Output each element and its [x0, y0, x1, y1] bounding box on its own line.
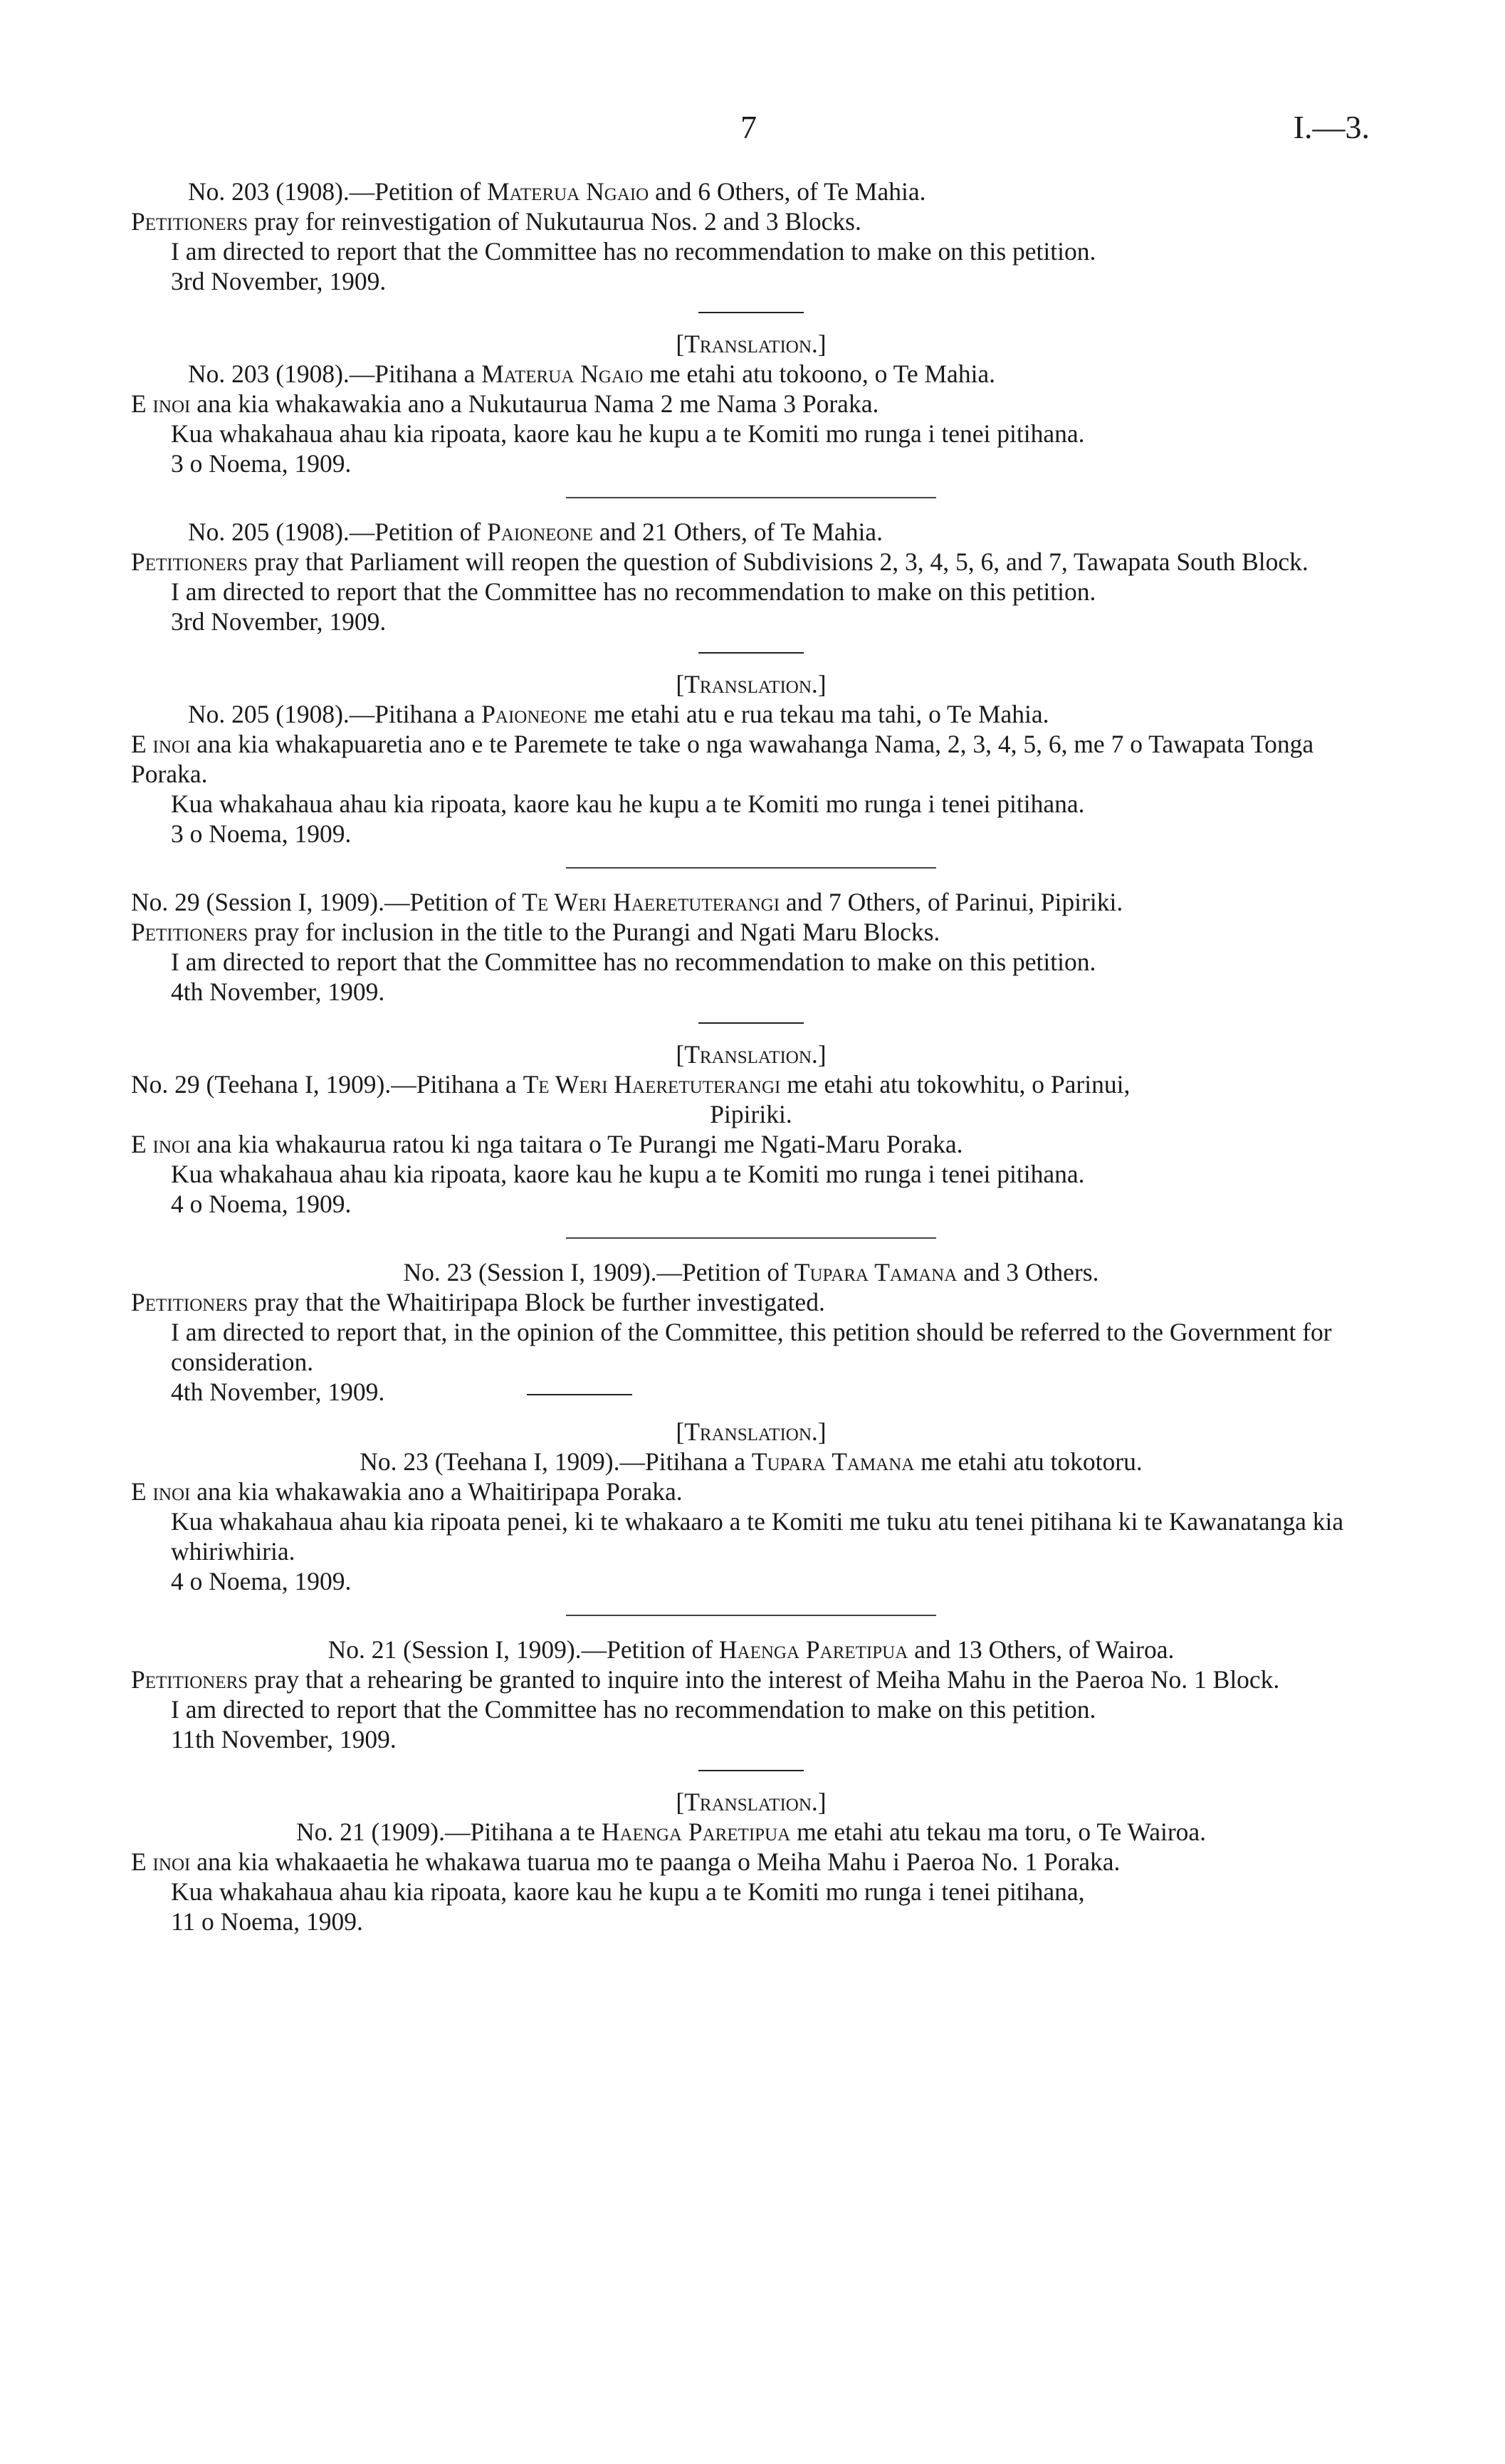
petition-205 [131, 517, 1371, 849]
translation-label: [Translation.] [676, 1417, 827, 1446]
translation-label: [Translation.] [676, 330, 827, 358]
petition-23 [131, 1257, 1371, 1596]
petition-title: No. 205 (1908).—Petition of Paioneone and 21 Others, of Te Mahia. [188, 518, 883, 546]
translation-date: 3 o Noema, 1909. [171, 449, 352, 478]
translation-date: 4 o Noema, 1909. [171, 1567, 352, 1595]
report-date: 11th November, 1909. [171, 1725, 397, 1753]
petition-title: No. 203 (1908).—Petition of Materua Ngaio and 6 Others, of Te Mahia. [188, 177, 926, 206]
petition-prayer: Petitioners pray for reinvestigation of Nukutaurua Nos. 2 and 3 Blocks. [131, 207, 861, 236]
document-reference: I.—3. [1293, 109, 1370, 145]
translation-label: [Translation.] [676, 1040, 827, 1069]
page-number: 7 [740, 109, 757, 145]
translation-date: 4 o Noema, 1909. [171, 1190, 352, 1218]
petition-21 [131, 1635, 1371, 1936]
translation-title: No. 21 (1909).—Pitihana a te Haenga Paretipua me etahi atu tekau ma toru, o Te Wairoa. [295, 1818, 1207, 1846]
translation-prayer: E inoi ana kia whakaurua ratou ki nga taitara o Te Purangi me Ngati-Maru Poraka. [131, 1130, 963, 1158]
petition-prayer: Petitioners pray for inclusion in the title to the Purangi and Ngati Maru Blocks. [131, 918, 940, 946]
short-rule [698, 312, 804, 313]
petition-title: No. 21 (Session I, 1909).—Petition of Haenga Paretipua and 13 Others, of Wairoa. [327, 1635, 1175, 1664]
translation-title-continued: Pipiriki. [710, 1100, 792, 1128]
translation-title: No. 23 (Teehana I, 1909).—Pitihana a Tupara Tamana me etahi atu tokotoru. [360, 1447, 1143, 1476]
report-date: 3rd November, 1909. [171, 267, 387, 295]
translation-date: 11 o Noema, 1909. [171, 1907, 363, 1936]
document-body [131, 177, 1371, 1936]
committee-report: I am directed to report that, in the opinion of the Committee, this petition should be referred to the Government for consideration. [171, 1318, 1332, 1376]
committee-report: I am directed to report that the Committee has no recommendation to make on this petition. [171, 237, 1096, 266]
committee-report: I am directed to report that the Committee has no recommendation to make on this petition. [171, 948, 1096, 976]
translation-report: Kua whakahaua ahau kia ripoata, kaore kau he kupu a te Komiti mo runga i tenei pitihana, [171, 1877, 1085, 1906]
translation-prayer: E inoi ana kia whakaaetia he whakawa tuarua mo te paanga o Meiha Mahu i Paeroa No. 1 Poraka. [131, 1847, 1121, 1876]
section-divider [566, 867, 936, 869]
translation-report: Kua whakahaua ahau kia ripoata, kaore kau he kupu a te Komiti mo runga i tenei pitihana. [171, 1160, 1085, 1188]
petition-title: No. 23 (Session I, 1909).—Petition of Tupara Tamana and 3 Others. [403, 1258, 1099, 1286]
petition-203 [131, 177, 1371, 478]
translation-prayer: E inoi ana kia whakapuaretia ano e te Paremete te take o nga wawahanga Nama, 2, 3, 4, 5, 6, me 7 o Tawapata Tonga Poraka. [131, 730, 1314, 788]
report-date: 4th November, 1909. [131, 1377, 1371, 1407]
translation-report: Kua whakahaua ahau kia ripoata, kaore kau he kupu a te Komiti mo runga i tenei pitihana. [171, 419, 1085, 448]
short-rule [698, 1022, 804, 1024]
translation-title: No. 205 (1908).—Pitihana a Paioneone me etahi atu e rua tekau ma tahi, o Te Mahia. [188, 700, 1049, 728]
translation-report: Kua whakahaua ahau kia ripoata, kaore kau he kupu a te Komiti mo runga i tenei pitihana. [171, 790, 1085, 818]
report-date: 3rd November, 1909. [171, 607, 387, 636]
report-date: 4th November, 1909. [171, 977, 385, 1006]
translation-report: Kua whakahaua ahau kia ripoata penei, ki te whakaaro a te Komiti me tuku atu tenei pitihana ki te Kawanatanga kia whiriwhiria. [171, 1507, 1344, 1566]
short-rule [698, 652, 804, 654]
short-rule [698, 1770, 804, 1771]
translation-prayer: E inoi ana kia whakawakia ano a Nukutaurua Nama 2 me Nama 3 Poraka. [131, 389, 879, 418]
committee-report: I am directed to report that the Committee has no recommendation to make on this petition. [171, 1695, 1096, 1724]
petition-29 [131, 887, 1371, 1219]
translation-label: [Translation.] [676, 1788, 827, 1816]
translation-label: [Translation.] [676, 670, 827, 698]
committee-report: I am directed to report that the Committee has no recommendation to make on this petition. [171, 577, 1096, 606]
translation-title: No. 29 (Teehana I, 1909).—Pitihana a Te Weri Haeretuterangi me etahi atu tokowhitu, o Parinui, [131, 1070, 1131, 1099]
section-divider [566, 1237, 936, 1239]
translation-date: 3 o Noema, 1909. [171, 819, 352, 848]
petition-prayer: Petitioners pray that a rehearing be granted to inquire into the interest of Meiha Mahu in the Paeroa No. 1 Block. [131, 1665, 1280, 1694]
petition-title: No. 29 (Session I, 1909).—Petition of Te Weri Haeretuterangi and 7 Others, of Parinui, Pipiriki. [131, 888, 1123, 916]
translation-title: No. 203 (1908).—Pitihana a Materua Ngaio me etahi atu tokoono, o Te Mahia. [188, 360, 996, 388]
section-divider [566, 1615, 936, 1616]
section-divider [566, 497, 936, 498]
translation-prayer: E inoi ana kia whakawakia ano a Whaitiripapa Poraka. [131, 1477, 683, 1506]
short-rule [527, 1394, 632, 1395]
petition-prayer: Petitioners pray that the Whaitiripapa Block be further investigated. [131, 1288, 825, 1316]
petition-prayer: Petitioners pray that Parliament will reopen the question of Subdivisions 2, 3, 4, 5, 6, and 7, Tawapata South Block. [131, 547, 1309, 576]
